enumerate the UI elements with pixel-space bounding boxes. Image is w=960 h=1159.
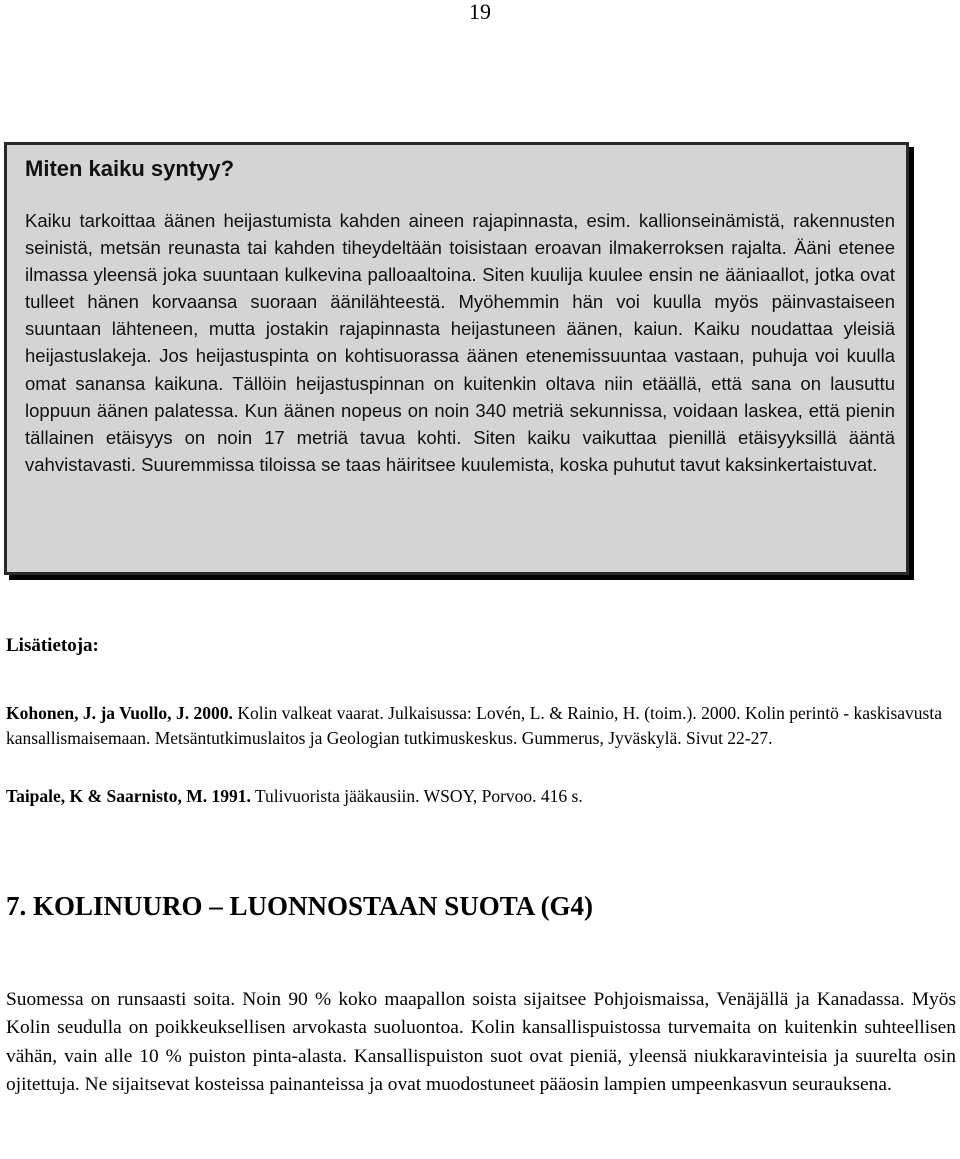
section-heading: 7. KOLINUURO – LUONNOSTAAN SUOTA (G4) (6, 891, 594, 921)
page-number: 19 (469, 0, 491, 24)
reference-authors: Kohonen, J. ja Vuollo, J. 2000. (6, 703, 233, 723)
references-heading: Lisätietoja: (6, 635, 99, 656)
reference-text: Kolin valkeat vaarat. Julkaisussa: Lovén, L. & Rainio, H. (toim.). 2000. Kolin perintö - kaskisavusta kansallismaisemaan. Metsäntutkimuslaitos ja Geologian tutkimuskeskus. Gummerus, Jyväskylä. Sivut 22-27. (6, 703, 943, 748)
info-box (4, 142, 909, 575)
reference-item (6, 784, 942, 809)
reference-item (6, 701, 942, 750)
section-body: Suomessa on runsaasti soita. Noin 90 % koko maapallon soista sijaitsee Pohjoismaissa, Venäjällä ja Kanadassa. Myös Kolin seudulla on poikkeuksellisen arvokasta suoluontoa. Kolin kansallispuistossa turvemaita on kuitenkin suhteellisen vähän, vain alle 10 % puiston pinta-alasta. Kansallispuiston suot ovat pieniä, yleensä niukkaravinteisia ja suurelta osin ojitettuja. Ne sijaitsevat kosteissa painanteissa ja ovat muodostuneet pääosin lampien umpeenkasvun seurauksena. (6, 989, 956, 1095)
reference-text: Tulivuorista jääkausiin. WSOY, Porvoo. 416 s. (250, 786, 583, 806)
info-box-body: Kaiku tarkoittaa äänen heijastumista kahden aineen rajapinnasta, esim. kallionseinämistä, rakennusten seinistä, metsän reunasta tai kahden tiheydeltään toisistaan eroavan ilmakerroksen rajalta. Ääni etenee ilmassa yleensä joka suuntaan kulkevina palloaaltoina. Siten kuulija kuulee ensin ne ääniaallot, jotka ovat tulleet hänen korvaansa suoraan äänilähteestä. Myöhemmin hän voi kuulla myös päinvastaiseen suuntaan lähteneen, mutta jostakin rajapinnasta heijastuneen äänen, kaiun. Kaiku noudattaa yleisiä heijastuslakeja. Jos heijastuspinta on kohtisuorassa äänen etenemissuuntaa vastaan, puhuja voi kuulla omat sanansa kaikuna. Tällöin heijastuspinnan on kuitenkin oltava niin etäällä, että sana on lausuttu loppuun äänen palatessa. Kun äänen nopeus on noin 340 metriä sekunnissa, voidaan laskea, että pienin tällainen etäisyys on noin 17 metriä tavua kohti. Siten kaiku vaikuttaa pienillä etäisyyksillä ääntä vahvistavasti. Suuremmissa tiloissa se taas häiritsee kuulemista, koska puhutut tavut kaksinkertaistuvat. (25, 210, 895, 475)
reference-authors: Taipale, K & Saarnisto, M. 1991. (6, 786, 251, 806)
info-box-title: Miten kaiku syntyy? (25, 156, 235, 181)
